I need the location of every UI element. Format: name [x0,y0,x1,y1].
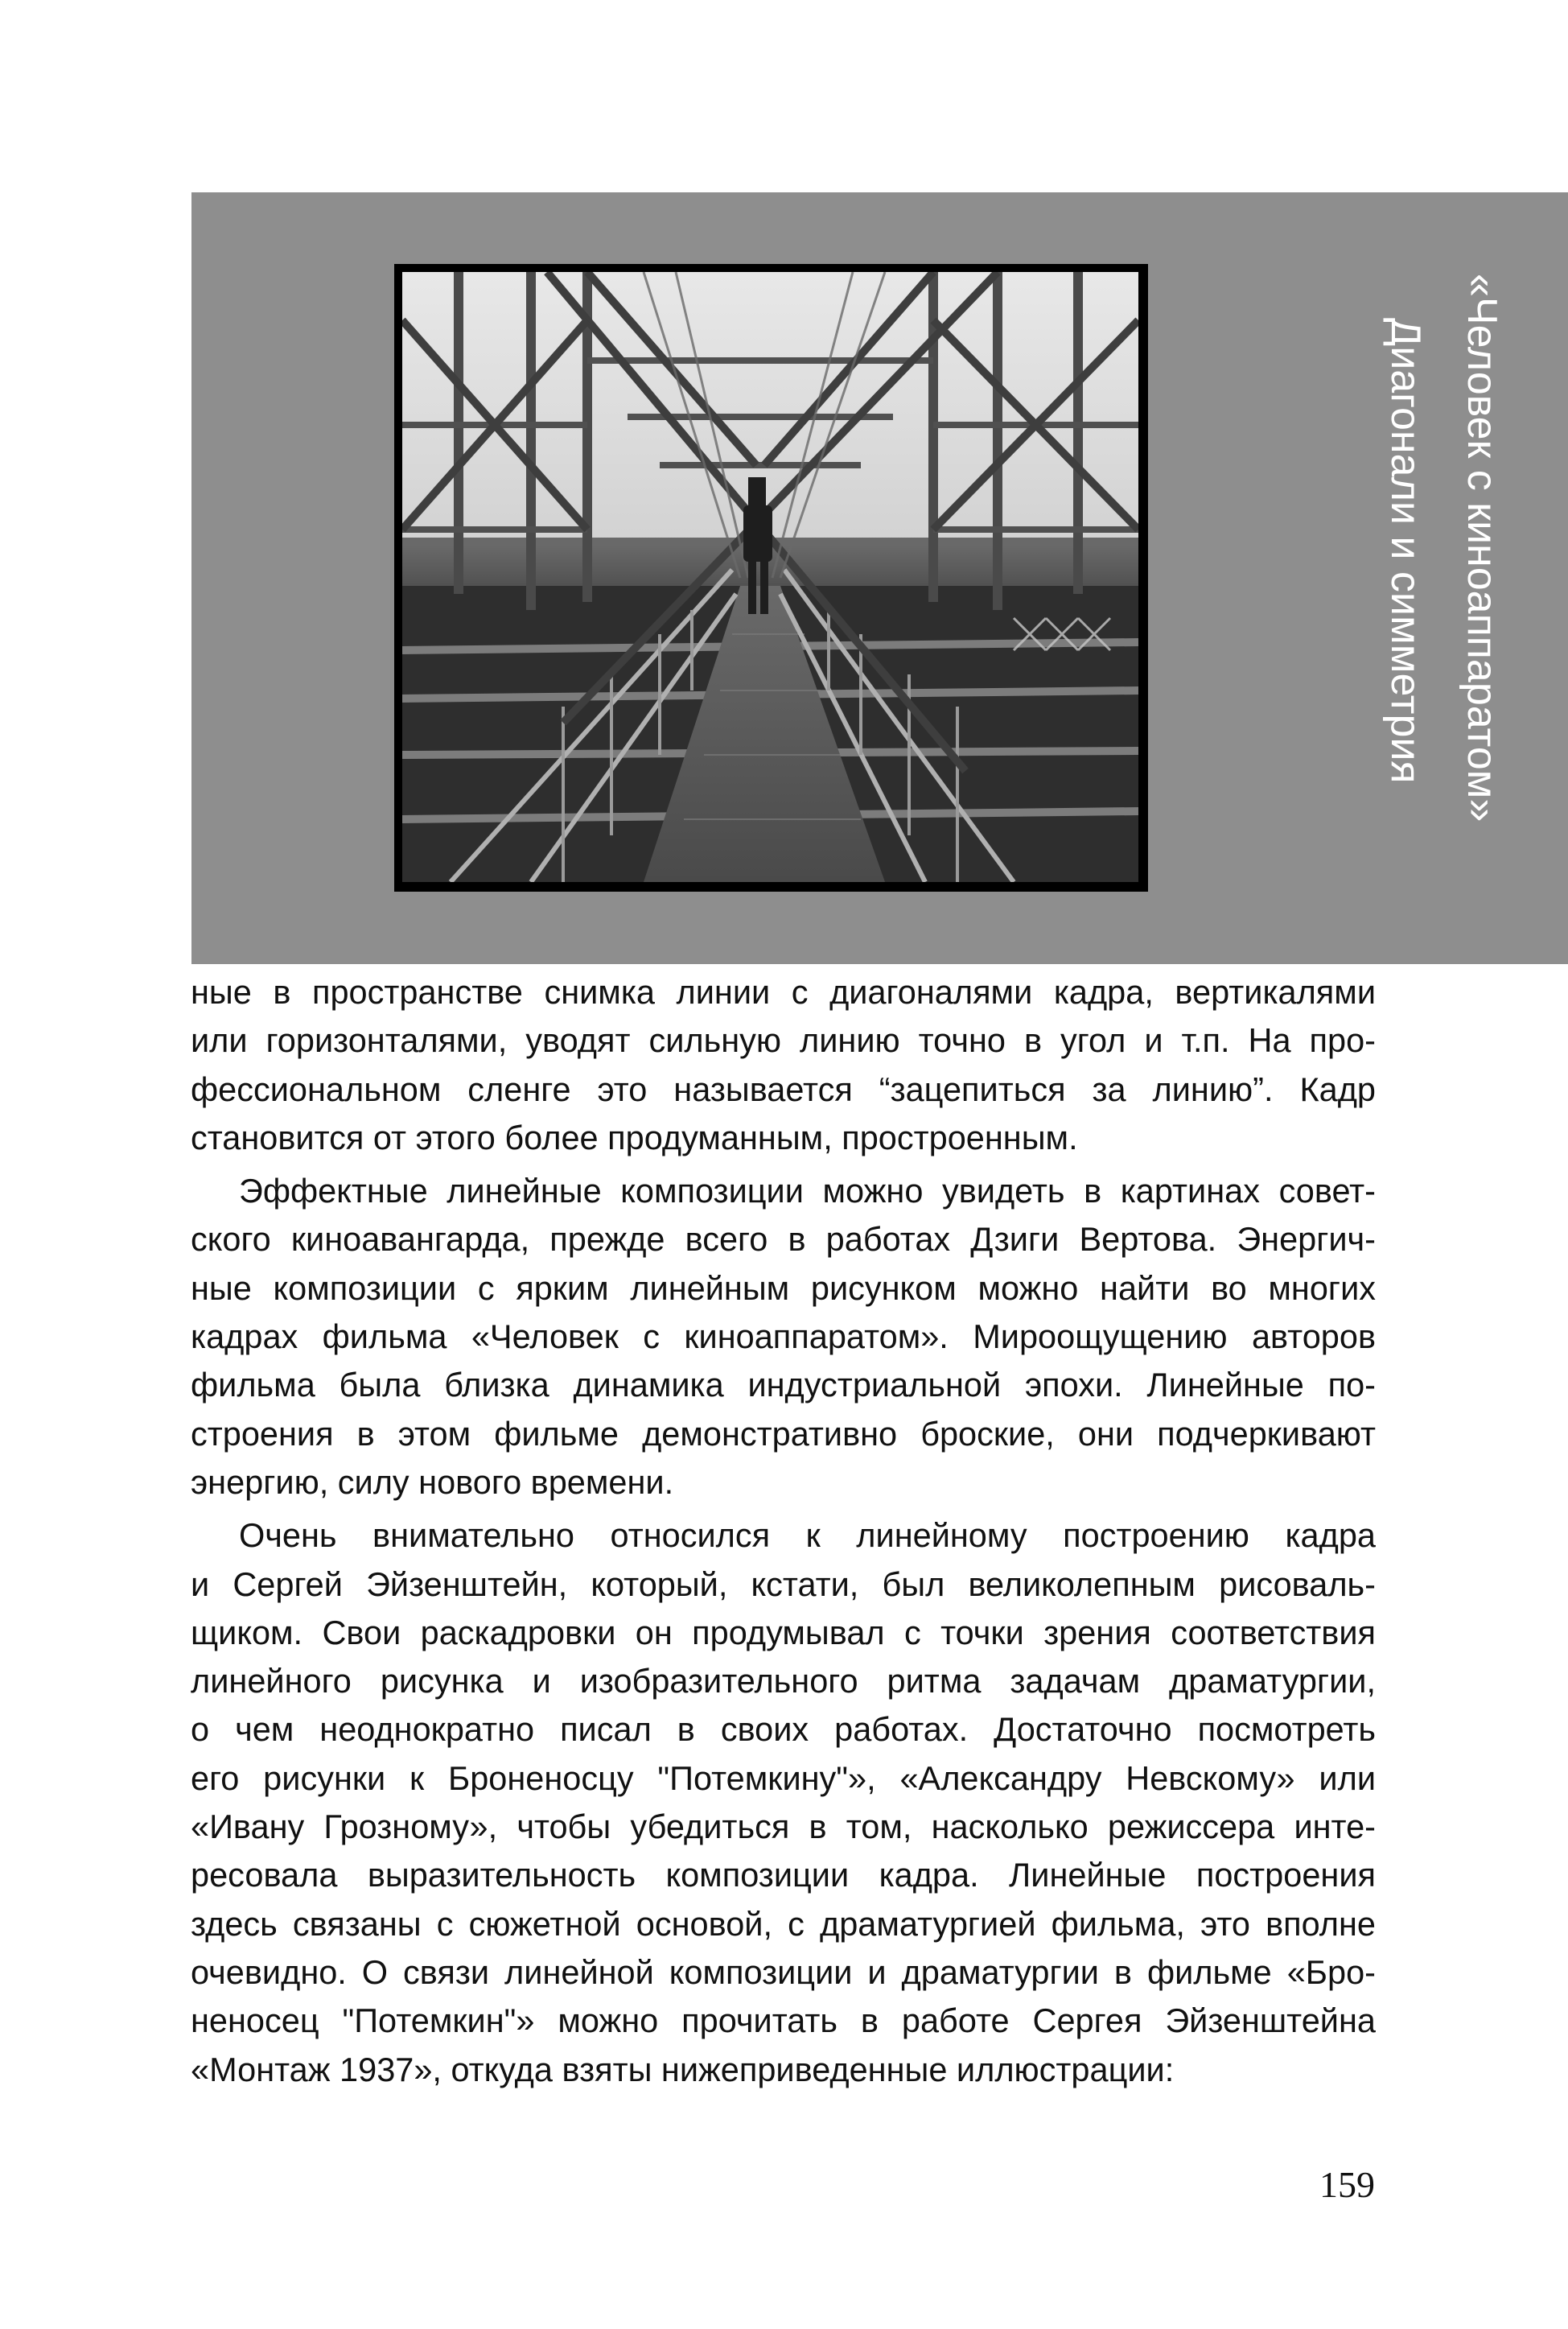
page-number: 159 [1319,2164,1375,2205]
text-line: Эффектные линейные композиции можно увидеть в картинах совет- [239,1172,1376,1210]
text-line: строения в этом фильме демонстративно броские, они подчеркивают [191,1414,1376,1453]
text-line: здесь связаны с сюжетной основой, с драматургией фильма, это вполне [191,1904,1376,1943]
text-line: «Монтаж 1937», откуда взяты нижеприведенные иллюстрации: [191,2050,1175,2088]
text-line: Очень внимательно относился к линейному построению кадра [239,1516,1376,1555]
film-still-photo [394,264,1148,892]
text-line: неносец "Потемкин"» можно прочитать в работе Сергея Эйзенштейна [191,2001,1376,2040]
text-line: кадрах фильма «Человек с киноаппаратом». Мироощущению авторов [191,1317,1376,1356]
text-line: ресовала выразительность композиции кадра. Линейные построения [191,1856,1376,1894]
text-line: очевидно. О связи линейной композиции и драматургии в фильме «Бро- [191,1952,1376,1991]
text-line: линейного рисунка и изобразительного ритма задачам драматургии, [191,1662,1376,1700]
body-text [191,968,1376,2094]
text-line: ные в пространстве снимка линии с диагоналями кадра, вертикалями [191,973,1376,1011]
text-line: или горизонталями, уводят сильную линию точно в угол и т.п. На про- [191,1021,1376,1060]
paragraph-2 [191,1167,1376,1507]
text-line: и Сергей Эйзенштейн, который, кстати, был великолепным рисоваль- [191,1564,1376,1603]
text-line: становится от этого более продуманным, простроенным. [191,1118,1078,1156]
text-line: фессиональном сленге это называется “зацепиться за линию”. Кадр [191,1070,1376,1108]
bridge-photo-illustration [402,272,1138,882]
vertical-title-film: «Человек с киноаппаратом» [1459,274,1505,822]
text-line: фильма была близка динамика индустриальной эпохи. Линейные по- [191,1366,1376,1404]
paragraph-1 [191,968,1376,1162]
text-line: энергию, силу нового времени. [191,1462,674,1501]
vertical-title-topic: Диагонали и симметрия [1382,318,1429,784]
text-line: его рисунки к Броненосцу "Потемкину"», «Александру Невскому» или [191,1758,1376,1797]
text-line: ные композиции с ярким линейным рисунком можно найти во многих [191,1268,1376,1307]
text-line: щиком. Свои раскадровки он продумывал с точки зрения соответствия [191,1613,1376,1651]
text-line: «Ивану Грозному», чтобы убедиться в том, насколько режиссера инте- [191,1808,1376,1846]
paragraph-3 [191,1511,1376,2094]
text-line: ского киноавангарда, прежде всего в работах Дзиги Вертова. Энергич- [191,1220,1376,1259]
text-line: о чем неоднократно писал в своих работах. Достаточно посмотреть [191,1710,1376,1749]
